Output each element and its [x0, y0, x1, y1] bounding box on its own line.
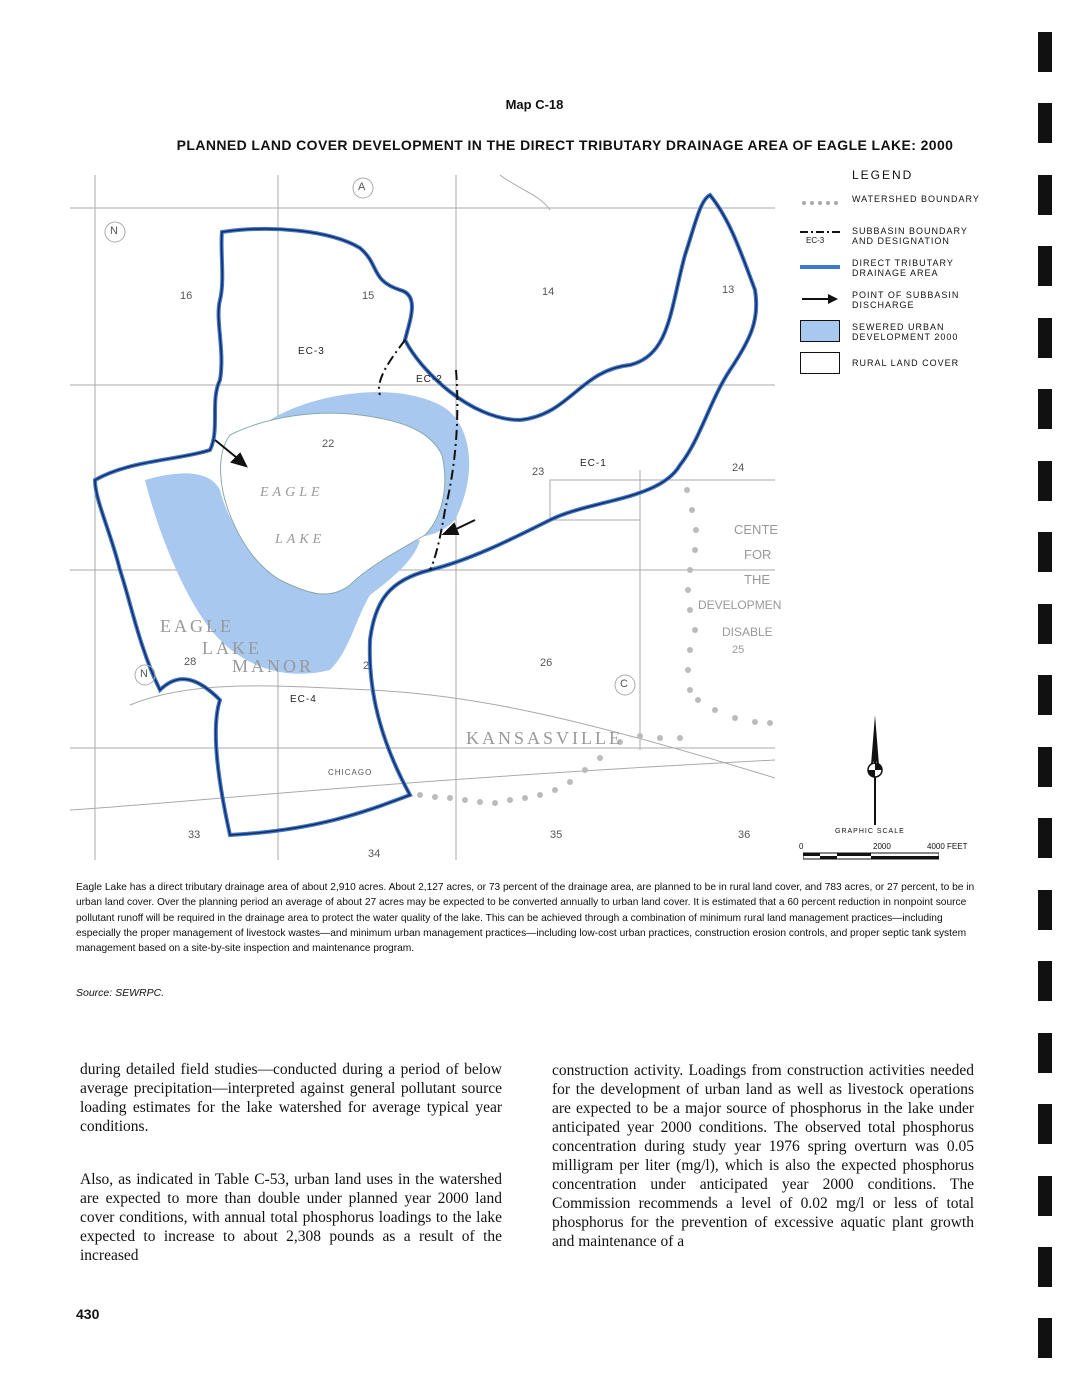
binding-tab	[1038, 103, 1052, 143]
binding-tab	[1038, 1247, 1052, 1287]
center-label-4: DEVELOPMEN	[698, 598, 782, 612]
section-23: 23	[532, 466, 545, 478]
binding-tab	[1038, 604, 1052, 644]
legend-item-subbasin	[800, 220, 1000, 252]
watershed-boundary	[417, 487, 773, 806]
legend-title: LEGEND	[852, 168, 914, 182]
scale-title: GRAPHIC SCALE	[835, 828, 905, 835]
center-label-6: 25	[732, 644, 745, 656]
scale-tick-2000: 2000	[873, 842, 891, 851]
place-manor: MANOR	[232, 656, 315, 676]
street-chicago: CHICAGO	[328, 768, 373, 777]
road-marker-n2: N	[140, 668, 148, 680]
north-arrow-icon	[855, 715, 895, 830]
legend-label: POINT OF SUBBASIN DISCHARGE	[852, 290, 960, 310]
binding-tab	[1038, 818, 1052, 858]
body-column-right	[552, 1061, 974, 1251]
scale-bar	[795, 828, 985, 868]
legend-item-sewered	[800, 316, 1000, 348]
binding-tab	[1038, 1318, 1052, 1358]
section-2: 2	[363, 660, 370, 672]
legend	[800, 168, 1000, 380]
page-number: 430	[76, 1306, 100, 1322]
legend-item-rural	[800, 348, 1000, 380]
legend-subbasin-code: EC-3	[806, 236, 825, 245]
scale-bar-graphic	[803, 852, 939, 862]
subbasin-ec1: EC-1	[580, 458, 607, 469]
paragraph: Also, as indicated in Table C-53, urban land uses in the watershed are expected to more than double under planned year 2000 land cover conditions, with annual total phosphorus loadings to the lake expected to increase to about 2,308 pounds as a result of the increased	[80, 1171, 502, 1264]
road-marker-n1: N	[110, 225, 118, 237]
section-22: 22	[322, 438, 335, 450]
legend-label: DIRECT TRIBUTARY DRAINAGE AREA	[852, 258, 954, 278]
legend-label: SUBBASIN BOUNDARY AND DESIGNATION	[852, 226, 968, 246]
binding-tab	[1038, 246, 1052, 286]
binding-tab	[1038, 175, 1052, 215]
section-16: 16	[180, 290, 193, 302]
binding-tab	[1038, 961, 1052, 1001]
section-33: 33	[188, 829, 201, 841]
map-canvas	[70, 170, 780, 865]
binding-tab	[1038, 318, 1052, 358]
center-label-1: CENTE	[734, 522, 779, 537]
tributary-swatch	[800, 256, 840, 278]
discharge-arrow-icon	[800, 288, 840, 310]
legend-item-discharge	[800, 284, 1000, 316]
section-28: 28	[184, 656, 197, 668]
section-24: 24	[732, 462, 745, 474]
watershed-swatch	[800, 192, 840, 214]
section-14: 14	[542, 286, 555, 298]
center-label-5: DISABLE	[722, 625, 773, 639]
binding-tab	[1038, 32, 1052, 72]
subbasin-ec2: EC-2	[416, 374, 443, 385]
section-34: 34	[368, 848, 381, 860]
body-column-left	[80, 1060, 502, 1265]
section-36: 36	[738, 829, 751, 841]
road-marker-a: A	[358, 181, 366, 193]
section-26: 26	[540, 657, 553, 669]
map-caption: Eagle Lake has a direct tributary drainage area of about 2,910 acres. About 2,127 acres, or 73 percent of the drainage area, are planned to be in rural land cover, and 783 acres, or 27 percent, to be in urban land cover. Over the planning period an average of about 27 acres may be expected to be converted annually to urban land cover. It is estimated that a 60 percent reduction in nonpoint source pollutant runoff will be required in the drainage area to protect the water quality of the lake. This can be achieved through a combination of minimum rural land management practices—including especially the proper management of livestock wastes—and minimum urban management practices—including low-cost urban practices, construction erosion controls, and proper septic tank system management based on a site-by-site inspection and maintenance program.	[76, 882, 975, 955]
section-15: 15	[362, 290, 375, 302]
legend-label: WATERSHED BOUNDARY	[852, 194, 980, 204]
legend-item-watershed	[800, 188, 1000, 220]
binding-tab	[1038, 1033, 1052, 1073]
place-kansasville: KANSASVILLE	[466, 728, 623, 748]
binding-tab	[1038, 389, 1052, 429]
place-lake: LAKE	[202, 638, 262, 658]
binding-tab	[1038, 532, 1052, 572]
legend-item-tributary	[800, 252, 1000, 284]
subbasin-ec4: EC-4	[290, 694, 317, 705]
scale-tick-0: 0	[799, 842, 804, 851]
road-marker-c: C	[620, 678, 628, 690]
subbasin-ec3: EC-3	[298, 346, 325, 357]
map-title: PLANNED LAND COVER DEVELOPMENT IN THE DIRECT TRIBUTARY DRAINAGE AREA OF EAGLE LAKE: 2000	[176, 137, 954, 153]
binding-tab	[1038, 1104, 1052, 1144]
binding-tab	[1038, 461, 1052, 501]
binding-tab	[1038, 1176, 1052, 1216]
section-13: 13	[722, 284, 735, 296]
rural-swatch	[800, 352, 840, 374]
binding-tab	[1038, 675, 1052, 715]
place-eagle: EAGLE	[160, 616, 234, 636]
map	[70, 170, 780, 865]
binding-tab	[1038, 890, 1052, 930]
section-35: 35	[550, 829, 563, 841]
map-number: Map C-18	[505, 97, 564, 112]
lake-label-lake: LAKE	[275, 532, 326, 547]
source-note: Source: SEWRPC.	[76, 987, 165, 999]
center-label-3: THE	[744, 572, 770, 587]
lake-label-eagle: EAGLE	[260, 485, 324, 500]
center-label-2: FOR	[744, 547, 772, 562]
paragraph: during detailed field studies—conducted during a period of below average precipitation—interpreted against general pollutant source loading estimates for the lake watershed for average typical year conditions.	[80, 1061, 502, 1135]
scale-tick-4000: 4000 FEET	[927, 842, 968, 851]
binding-tab	[1038, 747, 1052, 787]
legend-label: SEWERED URBAN DEVELOPMENT 2000	[852, 322, 959, 342]
paragraph: construction activity. Loadings from construction activities needed for the development of urban land as well as livestock operations are expected to be a major source of phosphorus in the lake under anticipated year 2000 conditions. The observed total phosphorus concentration during study year 1976 spring overturn was 0.05 milligram per liter (mg/l), which is also the expected phosphorus concentration under anticipated year 2000 conditions. The Commission recommends a level of 0.02 mg/l or less of total phosphorus for the prevention of excessive aquatic plant growth and maintenance of a	[552, 1062, 974, 1250]
legend-label: RURAL LAND COVER	[852, 358, 960, 368]
sewered-swatch	[800, 320, 840, 342]
